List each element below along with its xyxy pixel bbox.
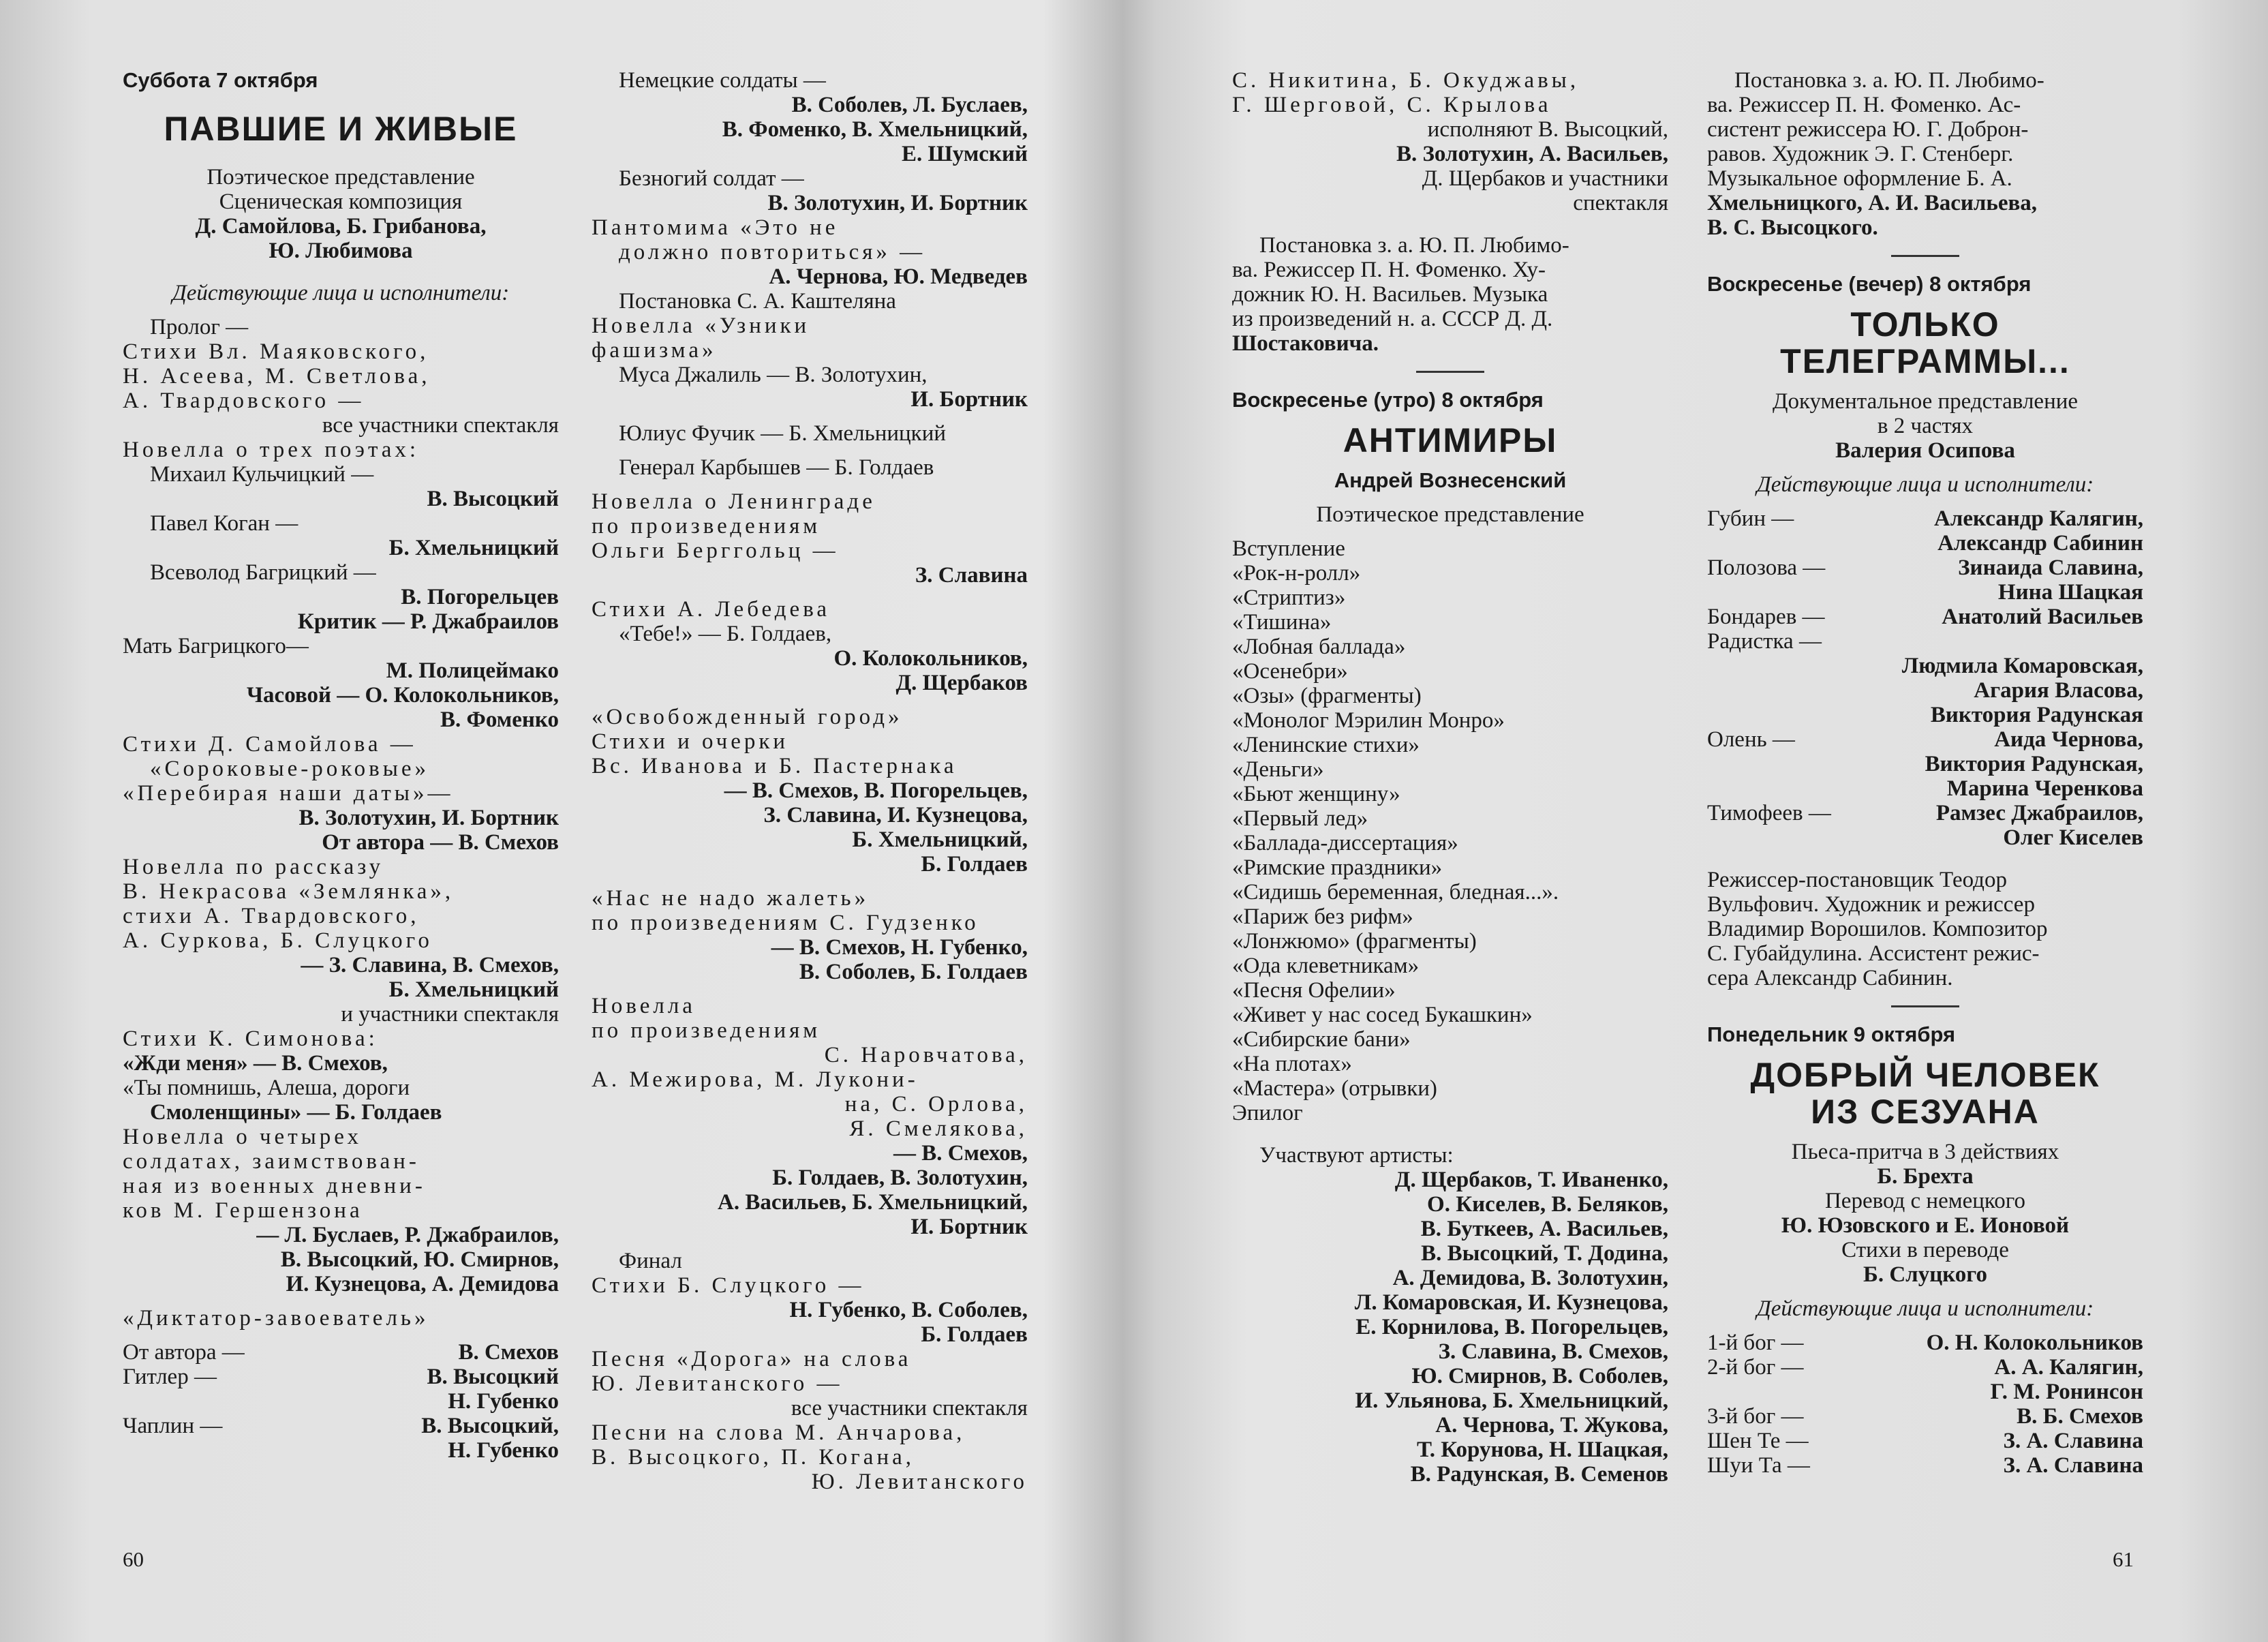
text-line [592,412,1028,421]
credit-line: С. Губайдулина. Ассистент режис- [1707,941,2040,966]
role-name: Губин — [1707,506,1794,531]
text-line: Песня «Дорога» на слова [592,1347,912,1371]
text-line [592,877,1028,886]
artist-line: А. Чернова, Т. Жукова, [1435,1413,1668,1438]
artists-list [1232,1168,1668,1487]
play-genre: Поэтическое представление [1316,502,1584,527]
text-line: на, С. Орлова, [844,1092,1028,1116]
actor-name: Рамзес Джабраилов, [1935,801,2143,825]
composition-authors: Д. Самойлова, Б. Грибанова, [195,214,487,239]
text-line: из произведений н. а. СССР Д. Д. [1232,307,1553,331]
text-line: В. С. Высоцкого. [1707,215,1878,240]
divider [1416,371,1484,373]
text-line: — Л. Буслаев, Р. Джабраилов, [256,1223,559,1247]
play-author: Андрей Вознесенский [1334,468,1567,492]
actor-name: Александр Калягин, [1934,506,2143,531]
play-title: ТОЛЬКО [1850,305,2000,344]
role-list [1707,1331,2143,1478]
text-line: ва. Режиссер П. Н. Фоменко. Ху- [1232,258,1546,282]
text-line: — В. Смехов, В. Погорельцев, [724,778,1028,803]
role-list [1707,506,2143,850]
role-row [123,1414,559,1438]
cast-lines [123,315,559,1296]
actor-name: Н. Губенко [448,1389,559,1414]
text-line: Финал [619,1249,682,1273]
text-line: по произведениям С. Гудзенко [592,911,979,935]
actor-name: З. А. Славина [2003,1453,2143,1478]
artist-line: З. Славина, В. Смехов, [1438,1339,1668,1364]
text-line: «Сороковые-роковые» [150,757,430,781]
program-item: «Мастера» (отрывки) [1232,1076,1437,1101]
text-line: «Жди меня» — В. Смехов, [123,1051,388,1076]
info-line: Б. Брехта [1877,1164,1974,1189]
text-line: Н. Губенко, В. Соболев, [789,1298,1028,1322]
program-item: «На плотах» [1232,1052,1352,1076]
actor-name: Виктория Радунская [1930,703,2143,727]
text-line: Ю. Левитанского — [592,1371,843,1396]
text-line [592,446,1028,455]
text-line: стихи А. Твардовского, [123,904,420,928]
day-heading: Воскресенье (вечер) 8 октября [1707,272,2032,296]
page-number: 60 [123,1547,144,1571]
text-line: Б. Хмельницкий [388,536,559,560]
program-item: «Лонжюмо» (фрагменты) [1232,929,1477,954]
text-line: Хмельницкого, А. И. Васильева, [1707,191,2038,215]
text-line: Я. Смелякова, [849,1116,1028,1141]
role-row [123,1389,559,1414]
text-line: Б. Хмельницкий, [852,827,1028,852]
text-line: А. Суркова, Б. Слуцкого [123,928,433,953]
text-line: по произведениям [592,1018,821,1043]
role-row [1707,556,2143,580]
artist-line: Л. Комаровская, И. Кузнецова, [1354,1290,1668,1315]
role-row [1707,776,2143,801]
role-name: Тимофеев — [1707,801,1831,825]
composition-authors: Ю. Любимова [269,239,413,263]
role-row [1707,752,2143,776]
text-line: равов. Художник Э. Г. Стенберг. [1707,142,2014,166]
role-name: 3-й бог — [1707,1404,1804,1429]
text-line: — З. Славина, В. Смехов, [301,953,559,977]
program-item: «Париж без рифм» [1232,904,1413,929]
text-line: От автора — В. Смехов [322,830,559,855]
text-line: А. Чернова, Ю. Медведев [769,264,1028,289]
role-row [1707,703,2143,727]
cast-lines [592,68,1028,1494]
text-line: «Ты помнишь, Алеша, дороги [123,1076,410,1100]
play-info [1707,1140,2143,1287]
text-line: В. Высоцкий [427,487,559,511]
role-name: Шуи Та — [1707,1453,1810,1478]
actor-name: Зинаида Славина, [1958,556,2143,580]
text-line: С. Наровчатова, [824,1043,1028,1067]
text-line: Б. Голдаев [921,1322,1028,1347]
cast-header: Действующие лица и исполнители: [172,281,510,305]
role-row [1707,580,2143,605]
text-line: Песни на слова М. Анчарова, [592,1420,966,1445]
text-line: Генерал Карбышев — Б. Голдаев [619,455,934,480]
role-name: Бондарев — [1707,605,1825,629]
text-line: Стихи К. Симонова: [123,1027,378,1051]
text-line: З. Славина, И. Кузнецова, [763,803,1028,827]
actor-name: Нина Шацкая [1997,580,2143,605]
day-heading: Понедельник 9 октября [1707,1022,1956,1046]
role-row [123,1365,559,1389]
actor-name: Г. М. Ронинсон [1990,1380,2143,1404]
role-name: Олень — [1707,727,1795,752]
text-line: Всеволод Багрицкий — [150,560,376,585]
play-title: АНТИМИРЫ [1343,421,1558,459]
right-page-column-1 [1232,68,1668,1487]
text-line: и участники спектакля [341,1002,559,1027]
text-line: Критик — Р. Джабраилов [297,609,559,634]
left-page-column-2 [592,68,1028,1494]
text-line: Д. Щербаков и участники [1422,166,1668,191]
text-line: Юлиус Фучик — Б. Хмельницкий [619,421,947,446]
text-line: И. Кузнецова, А. Демидова [286,1272,559,1296]
play-title: ДОБРЫЙ ЧЕЛОВЕК [1750,1056,2100,1094]
text-line: В. Фоменко [440,708,559,732]
text-line: Новелла о четырех [123,1125,362,1149]
info-line: Б. Слуцкого [1863,1262,1987,1287]
program-item: «Стриптиз» [1232,586,1346,610]
text-line: Б. Хмельницкий [388,977,559,1002]
info-line: Пьеса-притча в 3 действиях [1791,1140,2059,1164]
text-line: А. Межирова, М. Лукони- [592,1067,919,1092]
text-line: спектакля [1573,191,1668,215]
actor-name: Марина Черенкова [1946,776,2143,801]
program-item: «Рок-н-ролл» [1232,561,1361,586]
text-line: все участники спектакля [322,413,559,438]
artist-line: А. Демидова, В. Золотухин, [1392,1266,1668,1290]
role-row [1707,506,2143,531]
role-row [1707,1355,2143,1380]
text-line: — В. Смехов, [893,1141,1028,1166]
text-line: Н. Асеева, М. Светлова, [123,364,431,389]
credit-line: Владимир Ворошилов. Композитор [1707,917,2048,941]
program-item: «Сибирские бани» [1232,1027,1411,1052]
text-line: И. Бортник [910,1215,1028,1239]
program-item: «Осенебри» [1232,659,1348,684]
artist-line: В. Буткеев, А. Васильев, [1420,1217,1668,1241]
text-line: В. Некрасова «Землянка», [123,879,455,904]
role-name: 1-й бог — [1707,1331,1804,1355]
text-line: ная из военных дневни- [123,1174,426,1198]
text-line: В. Золотухин, И. Бортник [298,806,559,830]
text-line: систент режиссера Ю. Г. Доброн- [1707,117,2029,142]
text-line: Стихи Б. Слуцкого — [592,1273,865,1298]
text-line: Стихи Д. Самойлова — [123,732,416,757]
artist-line: И. Ульянова, Б. Хмельницкий, [1355,1388,1668,1413]
text-line: все участники спектакля [791,1396,1028,1420]
program-item: «Тишина» [1232,610,1332,635]
text-line [592,984,1028,994]
actor-name: Виктория Радунская, [1925,752,2143,776]
text-line: О. Колокольников, [833,646,1028,671]
program-item: «Живет у нас сосед Букашкин» [1232,1003,1533,1027]
day-heading: Суббота 7 октября [123,68,318,92]
artists-label: Участвуют артисты: [1259,1143,1454,1168]
credits-lines [1707,68,2143,240]
text-line: Д. Щербаков [895,671,1028,695]
text-line: Стихи Вл. Маяковского, [123,339,429,364]
role-row [1707,654,2143,678]
program-item: «Первый лед» [1232,806,1368,831]
text-line: Ольги Берггольц — [592,538,839,563]
text-line: Б. Голдаев, В. Золотухин, [772,1166,1028,1190]
program-item: «Римские праздники» [1232,855,1443,880]
role-row [1707,678,2143,703]
page-number: 61 [2113,1547,2134,1571]
program-item: «Лобная баллада» [1232,635,1406,659]
text-line: В. Фоменко, В. Хмельницкий, [722,117,1028,142]
artist-line: Д. Щербаков, Т. Иваненко, [1394,1168,1668,1192]
program-item: «Ленинские стихи» [1232,733,1420,757]
artist-line: В. Высоцкий, Т. Додина, [1421,1241,1668,1266]
text-line: В. Высоцкого, П. Когана, [592,1445,915,1470]
text-line: Ю. Левитанского [811,1470,1028,1494]
program-item: «Бьют женщину» [1232,782,1400,806]
text-line: Г. Шерговой, С. Крылова [1232,93,1552,117]
actor-name: Агария Власова, [1974,678,2143,703]
info-line: Ю. Юзовского и Е. Ионовой [1781,1213,2070,1238]
role-name: Чаплин — [123,1414,223,1438]
actor-name: В. Смехов [458,1340,559,1365]
text-line: Вс. Иванова и Б. Пастернака [592,754,957,778]
divider [1891,1005,1959,1007]
credit-line: сера Александр Сабинин. [1707,966,1953,990]
text-line: «Нас не надо жалеть» [592,886,870,911]
text-line: В. Высоцкий, Ю. Смирнов, [280,1247,559,1272]
text-line: Постановка з. а. Ю. П. Любимо- [1734,68,2044,93]
program-list [1232,536,1668,1125]
text-line [592,588,1028,597]
text-line: М. Полицеймако [386,658,559,683]
credits-lines [1707,868,2143,990]
role-name: Гитлер — [123,1365,217,1389]
text-line: Новелла о Ленинграде [592,489,876,514]
text-line: Стихи и очерки [592,729,789,754]
artist-line: В. Радунская, В. Семенов [1410,1462,1668,1487]
text-line: дожник Ю. Н. Васильев. Музыка [1232,282,1548,307]
text-line: В. Золотухин, И. Бортник [767,191,1028,215]
play-genre: Документальное представление [1772,389,2079,414]
section-heading: «Диктатор-завоеватель» [123,1306,429,1331]
program-item: «Песня Офелии» [1232,978,1396,1003]
play-title: ИЗ СЕЗУАНА [1811,1093,2040,1131]
role-name: От автора — [123,1340,245,1365]
actor-name: О. Н. Колокольников [1926,1331,2143,1355]
text-line [592,1239,1028,1249]
text-line: Муса Джалиль — В. Золотухин, [619,363,928,387]
role-row [1707,629,2143,654]
text-line: «Освобожденный город» [592,705,903,729]
role-name: Радистка — [1707,629,1822,654]
play-author: Валерия Осипова [1835,438,2015,463]
text-line: Музыкальное оформление Б. А. [1707,166,2012,191]
text-line: должно повториться» — [619,240,926,264]
role-row [1707,727,2143,752]
program-item: «Монолог Мэрилин Монро» [1232,708,1505,733]
credits-lines [1232,68,1668,356]
text-line: солдатах, заимствован- [123,1149,420,1174]
text-line: исполняют В. Высоцкий, [1427,117,1668,142]
text-line: Пролог — [150,315,249,339]
text-line: В. Золотухин, А. Васильев, [1396,142,1668,166]
actor-name: А. А. Калягин, [1994,1355,2143,1380]
role-name: Шен Те — [1707,1429,1809,1453]
artist-line: Ю. Смирнов, В. Соболев, [1411,1364,1668,1388]
text-line: ва. Режиссер П. Н. Фоменко. Ас- [1707,93,2021,117]
artist-line: Е. Корнилова, В. Погорельцев, [1355,1315,1668,1339]
role-row [1707,605,2143,629]
text-line: Шостаковича. [1232,331,1379,356]
text-line: Немецкие солдаты — [619,68,826,93]
text-line: ков М. Гершензона [123,1198,363,1223]
text-line: В. Соболев, Л. Буслаев, [791,93,1028,117]
role-row [1707,1331,2143,1355]
role-row [123,1438,559,1463]
text-line: Павел Коган — [150,511,298,536]
text-line: Новелла по рассказу [123,855,384,879]
program-item: «Баллада-диссертация» [1232,831,1458,855]
text-line: И. Бортник [910,387,1028,412]
role-row [1707,1404,2143,1429]
text-line: Новелла [592,994,696,1018]
text-line: З. Славина [915,563,1028,588]
text-line: «Перебирая наши даты»— [123,781,454,806]
day-heading: Воскресенье (утро) 8 октября [1232,388,1544,412]
role-row [1707,825,2143,850]
info-line: Перевод с немецкого [1824,1189,2026,1213]
actor-name: Аида Чернова, [1994,727,2143,752]
credit-line: Режиссер-постановщик Теодор [1707,868,2007,892]
artist-line: О. Киселев, В. Беляков, [1427,1192,1668,1217]
text-line: Постановка з. а. Ю. П. Любимо- [1259,233,1569,258]
program-item: «Деньги» [1232,757,1324,782]
role-row [1707,1380,2143,1404]
role-name: 2-й бог — [1707,1355,1804,1380]
text-line: Мать Багрицкого— [123,634,309,658]
text-line: Новелла «Узники [592,314,810,338]
text-line: А. Васильев, Б. Хмельницкий, [717,1190,1028,1215]
role-name: Полозова — [1707,556,1826,580]
program-item: «Сидишь беременная, бледная...». [1232,880,1559,904]
text-line [1232,215,1668,233]
cast-header: Действующие лица и исполнители: [1756,1296,2094,1321]
role-list [123,1340,559,1463]
text-line [592,695,1028,705]
text-line: Е. Шумский [902,142,1028,166]
play-genre: Поэтическое представление [206,165,475,189]
left-page-column-1 [123,68,559,1463]
divider [1891,255,1959,257]
text-line: фашизма» [592,338,717,363]
actor-name: В. Высоцкий, [421,1414,559,1438]
text-line: Б. Голдаев [921,852,1028,877]
text-line: В. Соболев, Б. Голдаев [799,960,1028,984]
text-line: «Тебе!» — Б. Голдаев, [619,622,832,646]
role-row [1707,1453,2143,1478]
text-line: Новелла о трех поэтах: [123,438,420,462]
text-line: Безногий солдат — [619,166,804,191]
right-page-column-2 [1707,68,2143,1478]
text-line: — В. Смехов, Н. Губенко, [771,935,1028,960]
program-item: Эпилог [1232,1101,1303,1125]
text-line [592,480,1028,489]
cast-header: Действующие лица и исполнители: [1756,472,2094,497]
actor-name: Н. Губенко [448,1438,559,1463]
role-row [123,1340,559,1365]
role-row [1707,801,2143,825]
text-line: С. Никитина, Б. Окуджавы, [1232,68,1580,93]
actor-name: В. Б. Смехов [2017,1404,2143,1429]
text-line: Часовой — О. Колокольников, [246,683,559,708]
program-item: «Озы» (фрагменты) [1232,684,1422,708]
text-line: Постановка С. А. Каштеляна [619,289,896,314]
info-line: Стихи в переводе [1841,1238,2009,1262]
role-row [1707,531,2143,556]
actor-name: З. А. Славина [2003,1429,2143,1453]
actor-name: В. Высоцкий [427,1365,559,1389]
text-line: Пантомима «Это не [592,215,839,240]
text-line: В. Погорельцев [401,585,559,609]
text-line: по произведениям [592,514,821,538]
text-line: А. Твардовского — [123,389,365,413]
program-item: Вступление [1232,536,1345,561]
play-title: ПАВШИЕ И ЖИВЫЕ [164,110,518,148]
play-genre: в 2 частях [1877,414,1974,438]
text-line: Михаил Кульчицкий — [150,462,374,487]
actor-name: Александр Сабинин [1937,531,2143,556]
role-row [1707,1429,2143,1453]
credit-line: Вульфович. Художник и режиссер [1707,892,2035,917]
actor-name: Олег Киселев [2003,825,2143,850]
actor-name: Анатолий Васильев [1942,605,2143,629]
composition-label: Сценическая композиция [219,189,463,214]
program-item: «Ода клеветникам» [1232,954,1420,978]
artist-line: Т. Корунова, Н. Шацкая, [1417,1438,1668,1462]
play-title: ТЕЛЕГРАММЫ... [1780,342,2070,380]
text-line: Стихи А. Лебедева [592,597,830,622]
actor-name: Людмила Комаровская, [1901,654,2143,678]
text-line: Смоленщины» — Б. Голдаев [150,1100,442,1125]
